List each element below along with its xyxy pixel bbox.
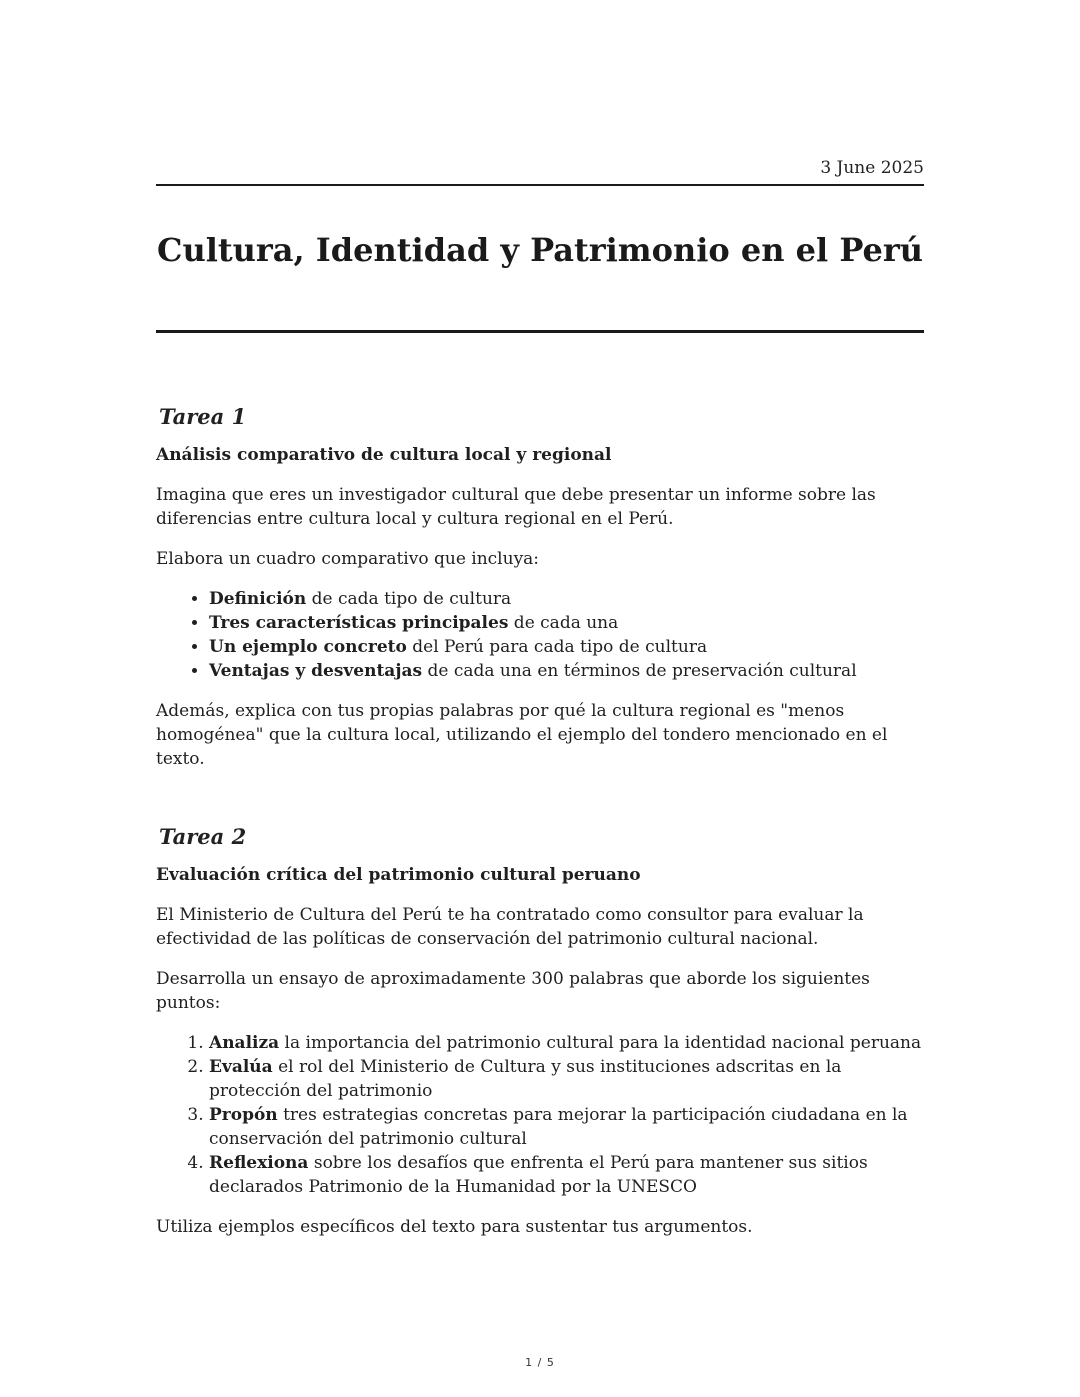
header-rule [156, 184, 924, 186]
task-1-bullet-list [156, 587, 924, 683]
task-1-intro: Imagina que eres un investigador cultural que debe presentar un informe sobre las diferencias entre cultura local y cultura regional en el Perú. [156, 485, 876, 529]
list-item-emphasis: Ventajas y desventajas [209, 661, 423, 681]
page-number: 1 / 5 [525, 1356, 555, 1369]
list-item [209, 1103, 924, 1151]
task-2-numbered-list [156, 1031, 924, 1199]
task-2-subtitle: Evaluación crítica del patrimonio cultural peruano [156, 865, 641, 885]
task-2-section [156, 823, 924, 1239]
list-item-emphasis: Evalúa [209, 1057, 273, 1077]
list-item-emphasis: Reflexiona [209, 1153, 309, 1173]
list-item-emphasis: Analiza [209, 1033, 280, 1053]
task-2-intro: El Ministerio de Cultura del Perú te ha contratado como consultor para evaluar la efectividad de las políticas de conservación del patrimonio cultural nacional. [156, 905, 864, 949]
list-item-emphasis: Un ejemplo concreto [209, 637, 407, 657]
list-item-text: de cada una en términos de preservación cultural [422, 661, 857, 681]
list-item-emphasis: Definición [209, 589, 307, 609]
task-1-heading: Tarea 1 [159, 404, 247, 429]
document-date: 3 June 2025 [820, 158, 924, 178]
list-item [209, 1055, 924, 1103]
list-item [209, 635, 924, 659]
task-2-closing: Utiliza ejemplos específicos del texto para sustentar tus argumentos. [156, 1217, 753, 1237]
task-1-section [156, 403, 924, 771]
list-item-emphasis: Propón [209, 1105, 278, 1125]
list-item [209, 1031, 924, 1055]
task-2-heading: Tarea 2 [159, 824, 247, 849]
list-item-text: del Perú para cada tipo de cultura [406, 637, 708, 657]
task-1-subtitle: Análisis comparativo de cultura local y regional [156, 445, 612, 465]
task-1-lead: Elabora un cuadro comparativo que incluya: [156, 549, 540, 569]
list-item-text: tres estrategias concretas para mejorar la participación ciudadana en la conservación del patrimonio cultural [209, 1105, 908, 1149]
list-item-text: la importancia del patrimonio cultural para la identidad nacional peruana [279, 1033, 922, 1053]
list-item-text: sobre los desafíos que enfrenta el Perú para mantener sus sitios declarados Patrimonio de la Humanidad por la UNESCO [209, 1153, 868, 1197]
task-1-closing: Además, explica con tus propias palabras por qué la cultura regional es "menos homogénea" que la cultura local, utilizando el ejemplo del tondero mencionado en el texto. [156, 701, 888, 769]
title-rule [156, 330, 924, 333]
list-item-text: de cada una [508, 613, 619, 633]
document-title: Cultura, Identidad y Patrimonio en el Perú [156, 231, 924, 269]
list-item [209, 1151, 924, 1199]
list-item [209, 611, 924, 635]
list-item-text: de cada tipo de cultura [306, 589, 512, 609]
task-2-lead: Desarrolla un ensayo de aproximadamente 300 palabras que aborde los siguientes puntos: [156, 969, 870, 1013]
list-item-emphasis: Tres características principales [209, 613, 509, 633]
list-item [209, 659, 924, 683]
list-item [209, 587, 924, 611]
list-item-text: el rol del Ministerio de Cultura y sus instituciones adscritas en la protección del patrimonio [209, 1057, 842, 1101]
